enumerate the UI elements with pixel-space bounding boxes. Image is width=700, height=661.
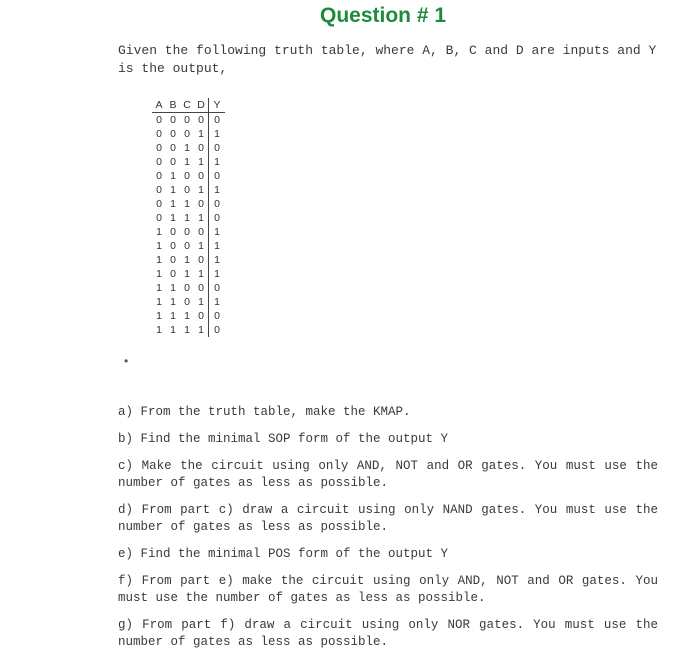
table-cell: 0	[198, 198, 204, 210]
table-cell: 1	[170, 310, 176, 322]
table-cell: 1	[184, 198, 190, 210]
table-cell: 0	[156, 184, 162, 196]
bullet-mark: •	[124, 354, 129, 368]
table-cell: 1	[209, 155, 226, 169]
table-cell: 1	[170, 296, 176, 308]
table-cell: 0	[170, 128, 176, 140]
question-item: c) Make the circuit using only AND, NOT and OR gates. You must use the number of gates as less as possible.	[118, 459, 658, 490]
table-cell: 1	[209, 267, 226, 281]
table-cell: 0	[170, 268, 176, 280]
table-cell: 1	[170, 170, 176, 182]
table-cell: 0	[170, 226, 176, 238]
table-cell: 1	[170, 324, 176, 336]
table-cell: 0	[170, 114, 176, 126]
table-cell: 0	[170, 240, 176, 252]
page-title: Question # 1	[319, 4, 447, 27]
table-cell: 0	[198, 114, 204, 126]
table-row	[152, 197, 225, 211]
question-item: e) Find the minimal POS form of the output Y	[118, 547, 449, 561]
table-cell: 0	[170, 142, 176, 154]
truth-table	[152, 98, 225, 337]
table-cell: 1	[184, 268, 190, 280]
table-cell: 0	[184, 240, 190, 252]
table-cell: 1	[156, 268, 162, 280]
table-cell: 0	[209, 309, 226, 323]
table-row	[152, 309, 225, 323]
table-cell: 0	[184, 184, 190, 196]
table-row	[152, 239, 225, 253]
table-cell: 1	[184, 142, 190, 154]
table-cell: 0	[209, 211, 226, 225]
table-cell: 1	[198, 268, 204, 280]
table-cell: 1	[198, 240, 204, 252]
table-cell: 1	[156, 324, 162, 336]
question-item: a) From the truth table, make the KMAP.	[118, 405, 411, 419]
question-item: d) From part c) draw a circuit using only NAND gates. You must use the number of gates as less as possible.	[118, 503, 658, 534]
table-cell: 1	[198, 296, 204, 308]
table-cell: 0	[156, 156, 162, 168]
table-cell: 0	[184, 170, 190, 182]
truth-table-body	[152, 113, 225, 338]
table-row	[152, 141, 225, 155]
truth-table-header	[152, 98, 225, 113]
table-cell: 0	[198, 142, 204, 154]
table-cell: 1	[156, 310, 162, 322]
table-cell: 1	[156, 240, 162, 252]
table-row	[152, 295, 225, 309]
table-cell: 0	[184, 128, 190, 140]
table-cell: 0	[156, 142, 162, 154]
table-cell: 0	[209, 197, 226, 211]
table-row	[152, 225, 225, 239]
table-row	[152, 211, 225, 225]
table-cell: 1	[156, 226, 162, 238]
table-row	[152, 113, 225, 128]
table-cell: 1	[184, 310, 190, 322]
table-cell: 1	[184, 324, 190, 336]
table-cell: 1	[209, 295, 226, 309]
question-item: f) From part e) make the circuit using only AND, NOT and OR gates. You must use the number of gates as less as possible.	[118, 574, 658, 605]
question-item: g) From part f) draw a circuit using only NOR gates. You must use the number of gates as less as possible.	[118, 618, 658, 649]
table-cell: 1	[170, 212, 176, 224]
table-cell: 1	[209, 127, 226, 141]
table-row	[152, 267, 225, 281]
table-cell: 1	[198, 156, 204, 168]
table-cell: 1	[209, 183, 226, 197]
table-cell: 0	[209, 323, 226, 337]
table-cell: 1	[198, 324, 204, 336]
table-cell: 0	[198, 226, 204, 238]
table-row	[152, 127, 225, 141]
table-cell: 0	[198, 310, 204, 322]
table-cell: 0	[170, 254, 176, 266]
table-cell: 1	[156, 254, 162, 266]
table-row	[152, 183, 225, 197]
table-cell: 0	[156, 170, 162, 182]
table-cell: 1	[209, 225, 226, 239]
header-cell-b: B	[166, 98, 180, 113]
table-cell: 0	[156, 128, 162, 140]
table-cell: 1	[198, 128, 204, 140]
header-cell-y: Y	[209, 98, 226, 113]
table-cell: 0	[156, 212, 162, 224]
table-cell: 1	[209, 239, 226, 253]
table-cell: 1	[170, 184, 176, 196]
table-cell: 0	[156, 114, 162, 126]
header-cell-c: C	[180, 98, 194, 113]
question-item: b) Find the minimal SOP form of the output Y	[118, 432, 449, 446]
header-row	[152, 98, 225, 113]
table-cell: 1	[156, 296, 162, 308]
header-cell-a: A	[152, 98, 166, 113]
table-cell: 1	[184, 254, 190, 266]
table-row	[152, 155, 225, 169]
table-cell: 0	[184, 114, 190, 126]
table-cell: 1	[198, 184, 204, 196]
table-cell: 0	[184, 226, 190, 238]
table-row	[152, 169, 225, 183]
table-row	[152, 323, 225, 337]
table-cell: 1	[170, 282, 176, 294]
table-cell: 1	[209, 253, 226, 267]
table-cell: 0	[184, 296, 190, 308]
table-cell: 1	[184, 156, 190, 168]
table-cell: 1	[184, 212, 190, 224]
table-cell: 0	[209, 169, 226, 183]
table-cell: 1	[156, 282, 162, 294]
question-list	[118, 404, 658, 661]
table-cell: 0	[198, 254, 204, 266]
table-row	[152, 253, 225, 267]
table-cell: 0	[209, 113, 226, 128]
table-cell: 1	[198, 212, 204, 224]
header-cell-d: D	[194, 98, 209, 113]
table-cell: 0	[184, 282, 190, 294]
intro-text: Given the following truth table, where A, B, C and D are inputs and Y is the output,	[118, 43, 657, 76]
table-cell: 0	[170, 156, 176, 168]
table-cell: 0	[209, 281, 226, 295]
table-cell: 0	[198, 170, 204, 182]
table-cell: 0	[198, 282, 204, 294]
table-cell: 0	[209, 141, 226, 155]
table-cell: 0	[156, 198, 162, 210]
table-row	[152, 281, 225, 295]
table-cell: 1	[170, 198, 176, 210]
